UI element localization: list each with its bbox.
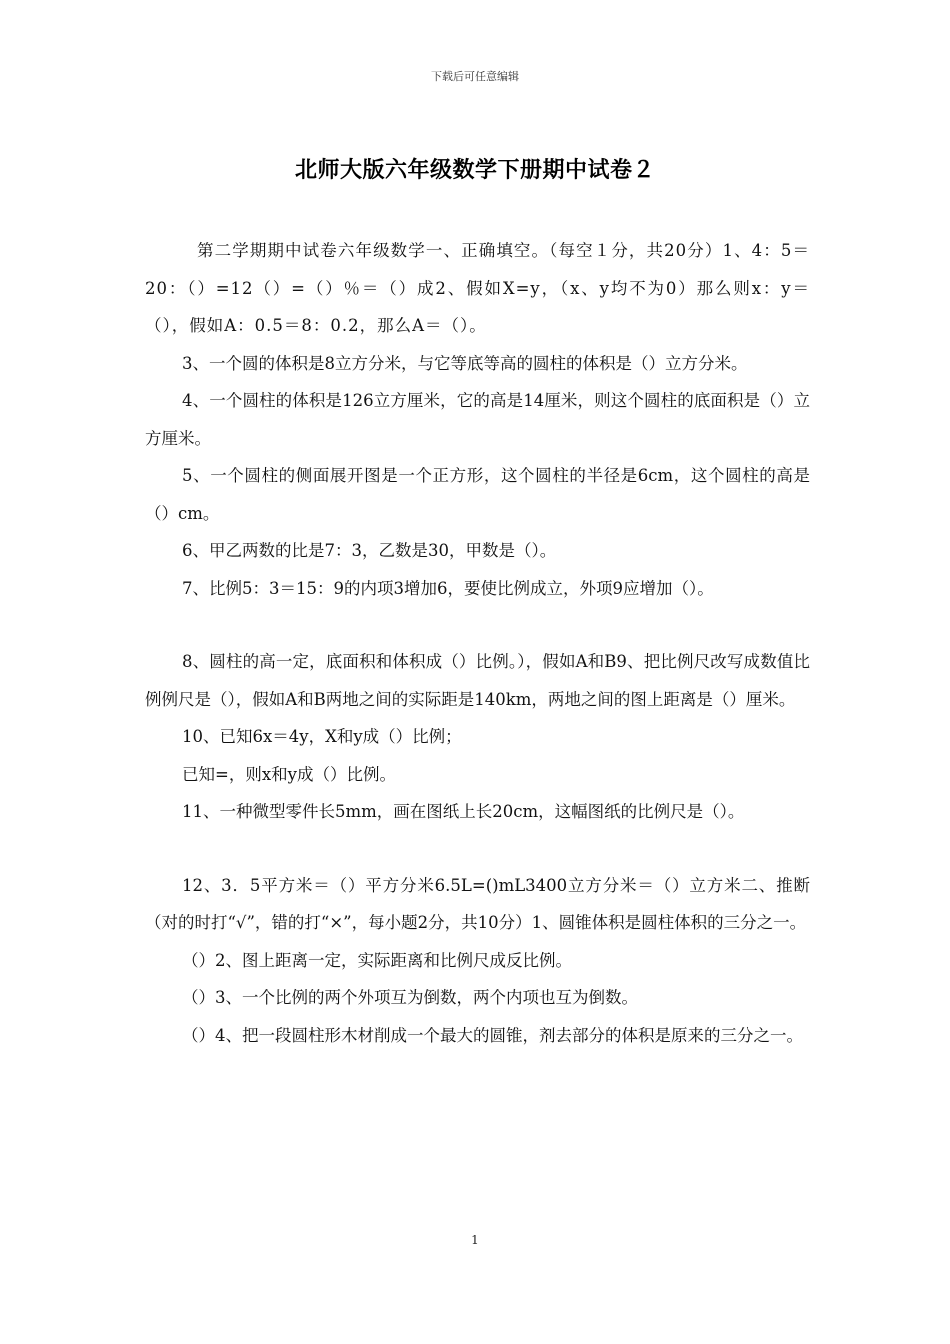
paragraph-judge-3: （）3、一个比例的两个外项互为倒数，两个内项也互为倒数。 xyxy=(182,988,638,1007)
paragraph-section-one-q1-q2: 第二学期期中试卷六年级数学一、正确填空。（每空１分，共20分）1、4：5＝20：（）=12（）=（）％＝（）成2、假如X=y，（x、y均不为0）那么则x：y＝（），假如A：0.5＝8：0.2，那么A＝（）。 xyxy=(145,241,810,335)
paragraph-q3: 3、一个圆的体积是8立方分米，与它等底等高的圆柱的体积是（）立方分米。 xyxy=(182,353,748,373)
header-note: 下载后可任意编辑 xyxy=(431,70,519,83)
page-number: 1 xyxy=(471,1233,479,1247)
paragraph-q7: 7、比例5：3＝15：9的内项3增加6，要使比例成立，外项9应增加（）。 xyxy=(182,578,714,598)
paragraph-judge-4: （）4、把一段圆柱形木材削成一个最大的圆锥，剂去部分的体积是原来的三分之一。 xyxy=(182,1025,803,1045)
paragraph-q10: 10、已知6x＝4y，X和y成（）比例； xyxy=(182,727,462,746)
paragraph-judge-2: （）2、图上距离一定，实际距离和比例尺成反比例。 xyxy=(182,950,572,970)
paragraph-q8-q9: 8、圆柱的高一定，底面积和体积成（）比例。），假如A和B9、把比例尺改写成数值比例例尺是（），假如A和B两地之间的实际距是140km，两地之间的图上距离是（）厘米。 xyxy=(145,652,810,709)
page-title: 北师大版六年级数学下册期中试卷２ xyxy=(294,158,655,183)
paragraph-q6: 6、甲乙两数的比是7：3，乙数是30，甲数是（）。 xyxy=(182,541,557,560)
exam-body xyxy=(145,232,810,1054)
paragraph-q5: 5、一个圆柱的侧面展开图是一个正方形，这个圆柱的半径是6cm，这个圆柱的高是（）cm。 xyxy=(145,466,810,523)
paragraph-q10-part2: 已知=，则x和y成（）比例。 xyxy=(182,764,396,784)
paragraph-q4: 4、一个圆柱的体积是126立方厘米，它的高是14厘米，则这个圆柱的底面积是（）立方厘米。 xyxy=(145,391,810,448)
paragraph-q12-section-two: 12、3．5平方米＝（）平方分米6.5L=()mL3400立方分米＝（）立方米二、推断（对的时打“√”，错的打“×”，每小题2分，共10分）1、圆锥体积是圆柱体积的三分之一。 xyxy=(145,875,810,932)
paragraph-q11: 11、一种微型零件长5mm，画在图纸上长20cm，这幅图纸的比例尺是（）。 xyxy=(182,802,745,821)
